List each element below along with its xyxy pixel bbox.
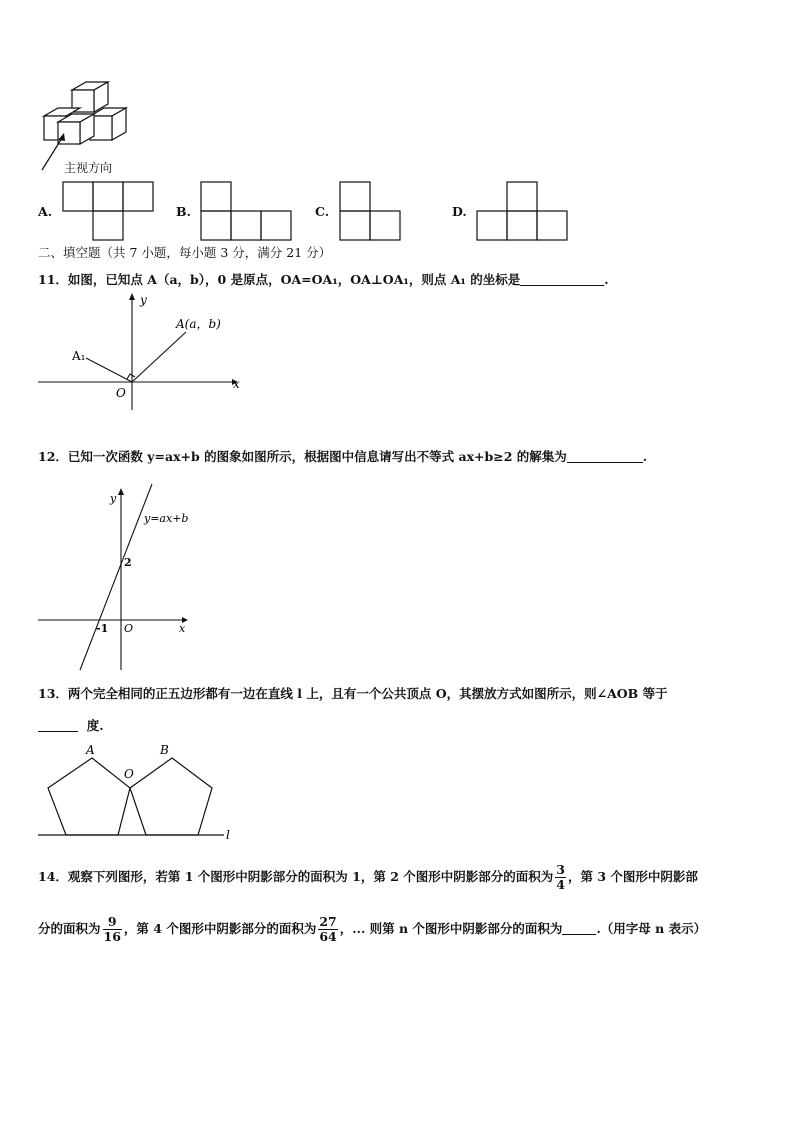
q13-pentagon-figure — [36, 740, 256, 842]
q14-text-line1 — [38, 858, 698, 896]
q13-number: 13． — [38, 686, 68, 701]
q14-part4: ，第 4 个图形中阴影部分的面积为 — [123, 921, 317, 936]
option-b-figure — [200, 181, 292, 241]
q12-end: . — [642, 449, 648, 464]
q14-part1: 观察下列图形，若第 1 个图形中阴影部分的面积为 1，第 2 个图形中阴影部分的面积为 — [67, 869, 554, 884]
q12-function-line — [80, 484, 152, 670]
q14-part3: 分的面积为 — [38, 921, 101, 936]
q14-part5: ，... 则第 n 个图形中阴影部分的面积为 — [339, 921, 563, 936]
q12-figure — [36, 480, 196, 675]
frac-denominator: 16 — [103, 929, 121, 944]
right-pentagon — [130, 758, 212, 835]
q12-line-label: y=ax+b — [144, 512, 189, 525]
q11-origin-label: O — [116, 386, 126, 400]
q13-answer-blank[interactable] — [38, 719, 78, 732]
fraction-3-4 — [555, 863, 566, 892]
q13-line2 — [38, 718, 104, 734]
fraction-9-16 — [103, 915, 122, 944]
frac-numerator: 27 — [319, 914, 337, 929]
q14-part6: .（用字母 n 表示） — [596, 921, 707, 936]
q12-x-label: x — [179, 622, 186, 635]
q14-part2: ，第 3 个图形中阴影部 — [567, 869, 698, 884]
q13-unit: 度. — [86, 718, 104, 733]
option-c-label: C. — [315, 204, 330, 219]
option-d-figure — [476, 181, 568, 241]
q11-end: . — [604, 272, 609, 287]
option-a-label: A. — [38, 204, 53, 219]
q11-answer-blank[interactable] — [520, 273, 604, 286]
q14-answer-blank[interactable] — [562, 922, 596, 935]
fraction-27-64 — [318, 915, 337, 944]
option-d-label: D. — [452, 204, 467, 219]
q12-origin-label: O — [124, 622, 134, 635]
q11-point-a-label: A(a，b) — [176, 317, 221, 331]
q13-text — [38, 686, 668, 702]
q11-text — [38, 272, 609, 288]
q13-line-l-label: l — [226, 828, 230, 842]
q12-answer-blank[interactable] — [567, 450, 643, 463]
frac-numerator: 9 — [107, 914, 117, 929]
q11-figure — [36, 292, 256, 412]
q13-point-o-label: O — [124, 767, 134, 781]
direction-arrow — [42, 138, 62, 170]
q13-stem: 两个完全相同的正五边形都有一边在直线 l 上，且有一个公共顶点 O，其摆放方式如图所示，则∠AOB 等于 — [67, 686, 668, 701]
q11-y-label: y — [140, 293, 147, 307]
q12-text — [38, 449, 647, 465]
q14-number: 14． — [38, 869, 68, 884]
q12-number: 12． — [38, 449, 68, 464]
q13-point-b-label: B — [160, 743, 169, 757]
q12-y-label: y — [110, 492, 117, 505]
q11-stem: 如图，已知点 A（a，b），0 是原点，OA=OA₁，OA⊥OA₁，则点 A₁ 的坐标是 — [67, 272, 521, 287]
q11-x-label: x — [233, 377, 240, 391]
q14-text-line2 — [38, 910, 706, 948]
q12-y-intercept-label: 2 — [124, 556, 132, 569]
option-a-figure — [62, 181, 154, 241]
q12-stem: 已知一次函数 y=ax+b 的图象如图所示，根据图中信息请写出不等式 ax+b≥2 的解集为 — [67, 449, 567, 464]
view-direction-label: 主视方向 — [64, 161, 113, 175]
frac-denominator: 64 — [319, 929, 337, 944]
q11-point-a1-label: A₁ — [72, 349, 86, 363]
section-heading: 二、填空题（共 7 小题，每小题 3 分，满分 21 分） — [38, 245, 332, 260]
frac-numerator: 3 — [556, 862, 565, 877]
left-pentagon — [48, 758, 130, 835]
frac-denominator: 4 — [556, 877, 565, 892]
option-c-figure — [339, 181, 401, 241]
q12-x-intercept-label: -1 — [96, 622, 109, 635]
q13-point-a-label: A — [86, 743, 95, 757]
q11-number: 11． — [38, 272, 68, 287]
option-b-label: B. — [176, 204, 191, 219]
